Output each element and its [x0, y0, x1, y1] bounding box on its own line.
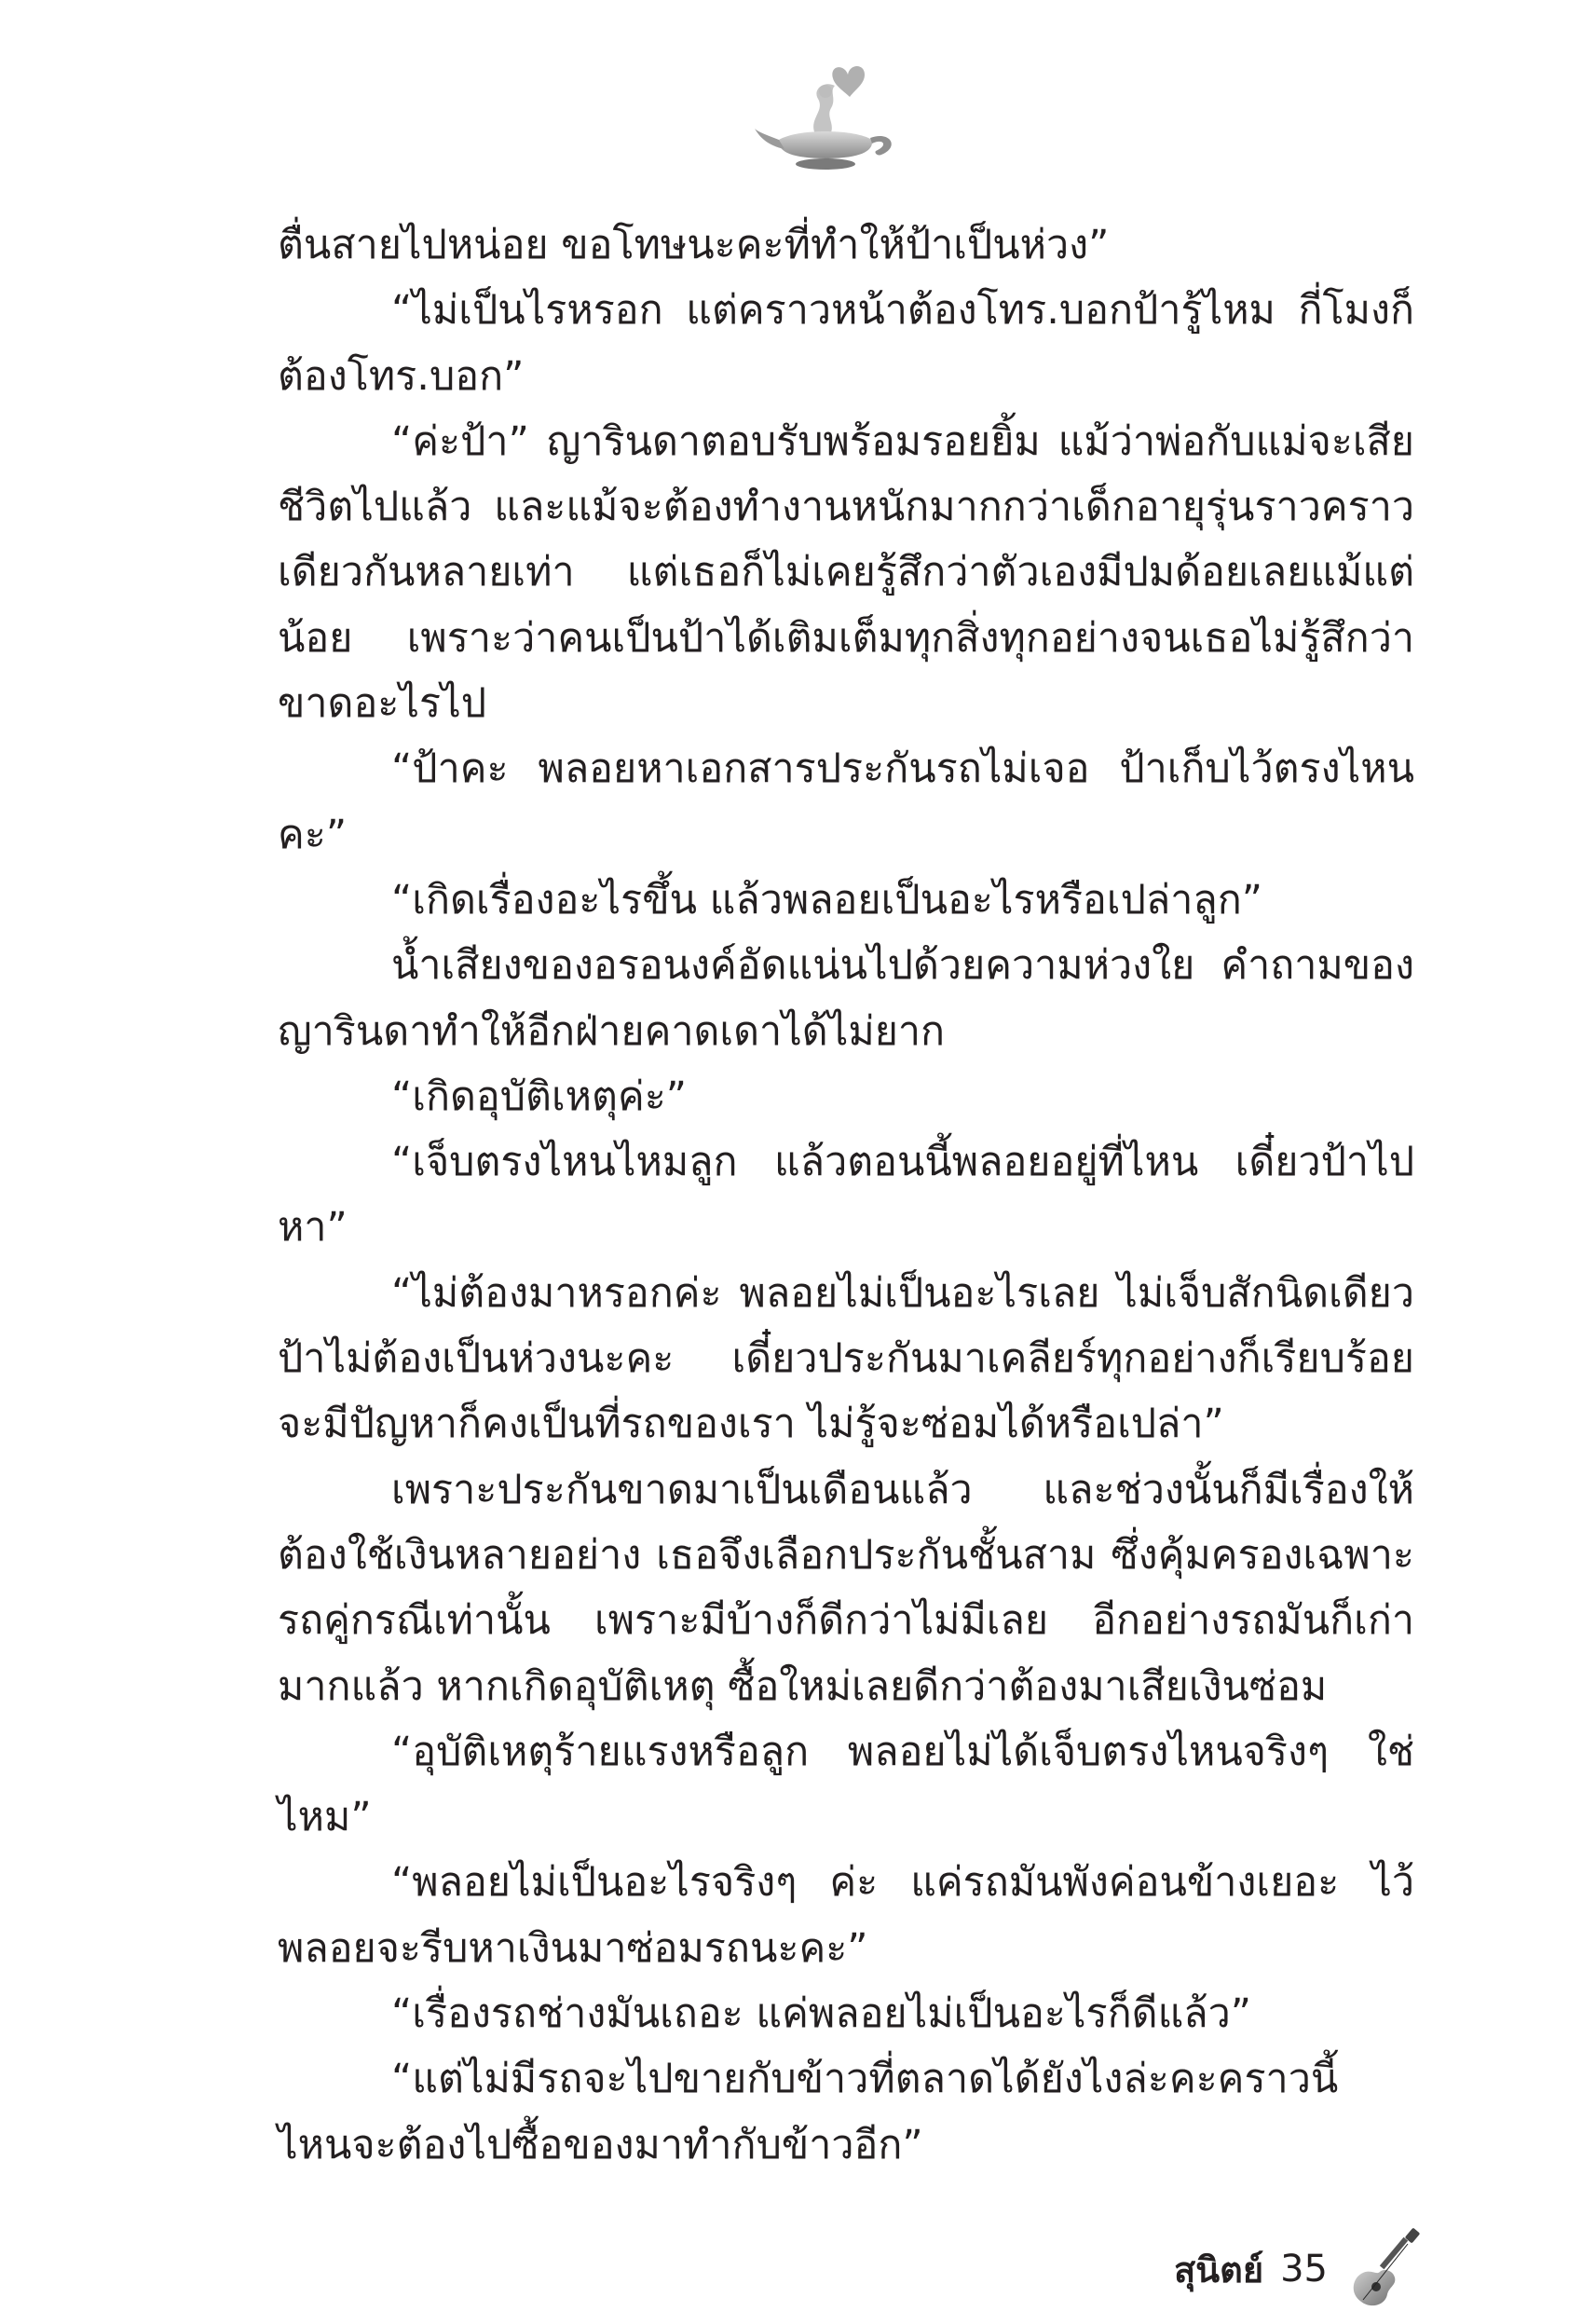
guitar-icon: [1344, 2227, 1428, 2311]
paragraph: “พลอยไม่เป็นอะไรจริงๆ ค่ะ แค่รถมันพังค่อนข้างเยอะ ไว้พลอยจะรีบหาเงินมาซ่อมรถนะคะ”: [278, 1859, 1414, 1972]
paragraph: “แต่ไม่มีรถจะไปขายกับข้าวที่ตลาดได้ยังไงล่ะคะคราวนี้ ไหนจะต้องไปซื้อของมาทำกับข้าวอีก”: [278, 2056, 1339, 2168]
paragraph: “อุบัติเหตุร้ายแรงหรือลูก พลอยไม่ได้เจ็บตรงไหนจริงๆ ใช่ไหม”: [278, 1728, 1414, 1841]
page-number: 35: [1280, 2248, 1328, 2290]
paragraph: “เรื่องรถช่างมันเถอะ แค่พลอยไม่เป็นอะไรก็ดีแล้ว”: [391, 1990, 1252, 2038]
body-text: [278, 212, 1414, 2178]
page-footer: [1174, 2227, 1428, 2311]
paragraph: “เกิดเรื่องอะไรขึ้น แล้วพลอยเป็นอะไรหรือเปล่าลูก”: [391, 876, 1263, 923]
paragraph: น้ำเสียงของอรอนงค์อัดแน่นไปด้วยความห่วงใย คำถามของญารินดาทำให้อีกฝ่ายคาดเดาได้ไม่ยาก: [278, 942, 1414, 1055]
author-name: สุนิตย์: [1173, 2249, 1264, 2290]
paragraph: “เจ็บตรงไหนไหมลูก แล้วตอนนี้พลอยอยู่ที่ไหน เดี๋ยวป้าไปหา”: [278, 1139, 1414, 1251]
paragraph: “เกิดอุบัติเหตุค่ะ”: [391, 1073, 688, 1120]
paragraph: “ป้าคะ พลอยหาเอกสารประกันรถไม่เจอ ป้าเก็บไว้ตรงไหนคะ”: [278, 745, 1414, 858]
paragraph: “ไม่เป็นไรหรอก แต่คราวหน้าต้องโทร.บอกป้ารู้ไหม กี่โมงก็ต้องโทร.บอก”: [278, 287, 1414, 400]
genie-lamp-icon: [751, 54, 909, 175]
paragraph: ตื่นสายไปหน่อย ขอโทษนะคะที่ทำให้ป้าเป็นห่วง”: [278, 222, 1110, 268]
paragraph: “ค่ะป้า” ญารินดาตอบรับพร้อมรอยยิ้ม แม้ว่าพ่อกับแม่จะเสียชีวิตไปแล้ว และแม้จะต้องทำงานหนักมากกว่าเด็กอายุรุ่นราวคราวเดียวกันหลายเท่า แต่เธอก็ไม่เคยรู้สึกว่าตัวเองมีปมด้อยเลยแม้แต่น้อย เพราะว่าคนเป็นป้าได้เติมเต็มทุกสิ่งทุกอย่างจนเธอไม่รู้สึกว่าขาดอะไรไป: [278, 417, 1414, 728]
paragraph: เพราะประกันขาดมาเป็นเดือนแล้ว และช่วงนั้นก็มีเรื่องให้ต้องใช้เงินหลายอย่าง เธอจึงเลือกประกันชั้นสาม ซึ่งคุ้มครองเฉพาะรถคู่กรณีเท่านั้น เพราะมีบ้างก็ดีกว่าไม่มีเลย อีกอย่างรถมันก็เก่ามากแล้ว หากเกิดอุบัติเหตุ ซื้อใหม่เลยดีกว่าต้องมาเสียเงินซ่อม: [278, 1466, 1414, 1710]
paragraph: “ไม่ต้องมาหรอกค่ะ พลอยไม่เป็นอะไรเลย ไม่เจ็บสักนิดเดียว ป้าไม่ต้องเป็นห่วงนะคะ เดี๋ยวประกันมาเคลียร์ทุกอย่างก็เรียบร้อย จะมีปัญหาก็คงเป็นที่รถของเรา ไม่รู้จะซ่อมได้หรือเปล่า”: [278, 1269, 1414, 1448]
